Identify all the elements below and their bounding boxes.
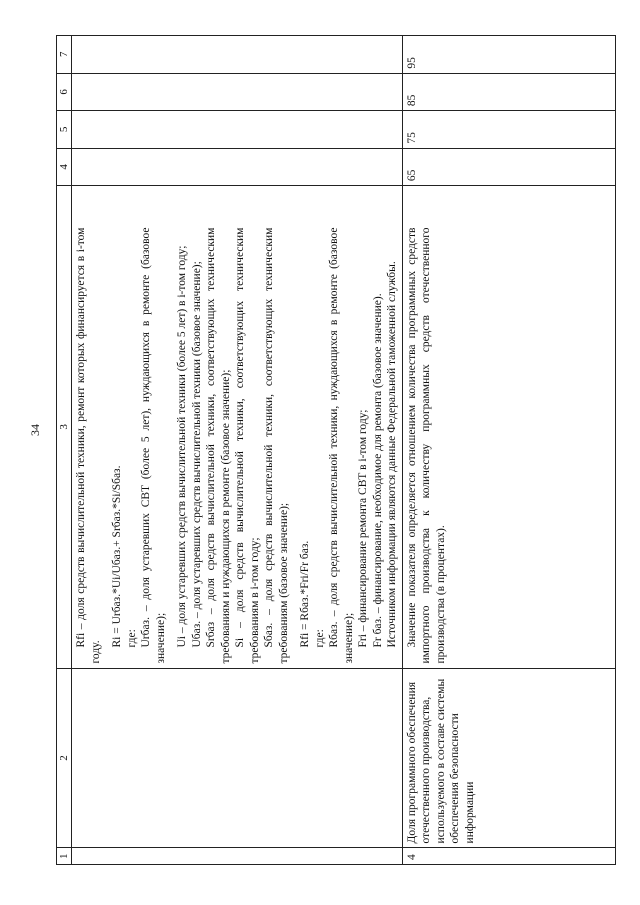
value-cell: 75 — [402, 111, 616, 149]
cell-empty — [72, 668, 403, 848]
table-row-continuation — [72, 36, 403, 865]
formula-line: Urбаз. – доля устаревших СВТ (более 5 лет), нуждающихся в ремонте (базовое значение); — [140, 227, 167, 664]
formula-line: Fr баз. – финансирование, необходимое для ремонта (базовое значение). — [371, 293, 384, 648]
formula-line: где: — [125, 629, 138, 648]
cell-empty — [72, 848, 403, 865]
formula-line: Srбаз – доля средств вычислительной техники, соответствующих техническим требованиям и нуждающихся в ремонте (базовое значение); — [205, 227, 232, 664]
page-number: 34 — [28, 424, 42, 436]
formula-line: Ri = Urбаз.*Ui/Uбаз.+ Srбаз.*Si/Sбаз. — [111, 465, 123, 648]
indicator-description-text: Значение показателя определяется отношением количества программных средств импортного производства к количеству программных средств отечественного производства (в процентах). — [405, 227, 447, 664]
spacer-line — [168, 228, 175, 664]
formula-line: Uбаз. – доля устаревших средств вычислительной техники (базовое значение); — [190, 261, 203, 648]
cell-empty — [72, 36, 403, 74]
header-col-5: 5 — [57, 111, 72, 149]
formula-line: Ui – доля устаревших средств вычислительной техники (более 5 лет) в i-том году; — [176, 245, 188, 648]
spacer-line — [103, 228, 110, 664]
header-col-3: 3 — [57, 186, 72, 668]
cell-empty — [72, 111, 403, 149]
indicators-table — [56, 35, 616, 865]
row-number: 4 — [402, 848, 616, 865]
indicator-name: Доля программного обеспечения отечественного производства, используемого в составе системы обеспечения безопасности информации — [402, 668, 616, 848]
formula-line: Rбаз. – доля средств вычислительной техники, нуждающихся в ремонте (базовое значение); — [328, 227, 355, 664]
header-col-1: 1 — [57, 848, 72, 865]
value-cell: 95 — [402, 36, 616, 74]
formula-line: Fri – финансирование ремонта СВТ в i-том году; — [357, 409, 369, 648]
cell-empty — [72, 148, 403, 186]
formula-line: где: — [313, 629, 326, 648]
formula-line: Sбаз. – доля средств вычислительной техники, соответствующих техническим требованиям (базовое значение); — [263, 227, 290, 664]
cell-empty — [72, 73, 403, 111]
header-col-4: 4 — [57, 148, 72, 186]
table-row-4 — [402, 36, 616, 865]
indicator-description — [402, 186, 616, 668]
formula-lines — [74, 228, 400, 664]
formula-line: Si – доля средств вычислительной техники, соответствующих техническим требованиям в i-том году; — [234, 227, 261, 664]
formula-description-cell — [72, 186, 403, 668]
rotated-table-container — [56, 35, 616, 865]
formula-line: Источником информации являются данные Федеральной таможенной службы. — [386, 261, 398, 648]
header-col-6: 6 — [57, 73, 72, 111]
spacer-line — [291, 228, 298, 664]
formula-line: Rfi = Rбаз.*Fri/Fr баз. — [299, 540, 311, 648]
value-cell: 85 — [402, 73, 616, 111]
header-col-2: 2 — [57, 668, 72, 848]
header-row — [57, 36, 72, 865]
header-col-7: 7 — [57, 36, 72, 74]
formula-line: Rfi – доля средств вычислительной техники, ремонт которых финансируется в i-том году. — [75, 227, 102, 664]
value-cell: 65 — [402, 148, 616, 186]
